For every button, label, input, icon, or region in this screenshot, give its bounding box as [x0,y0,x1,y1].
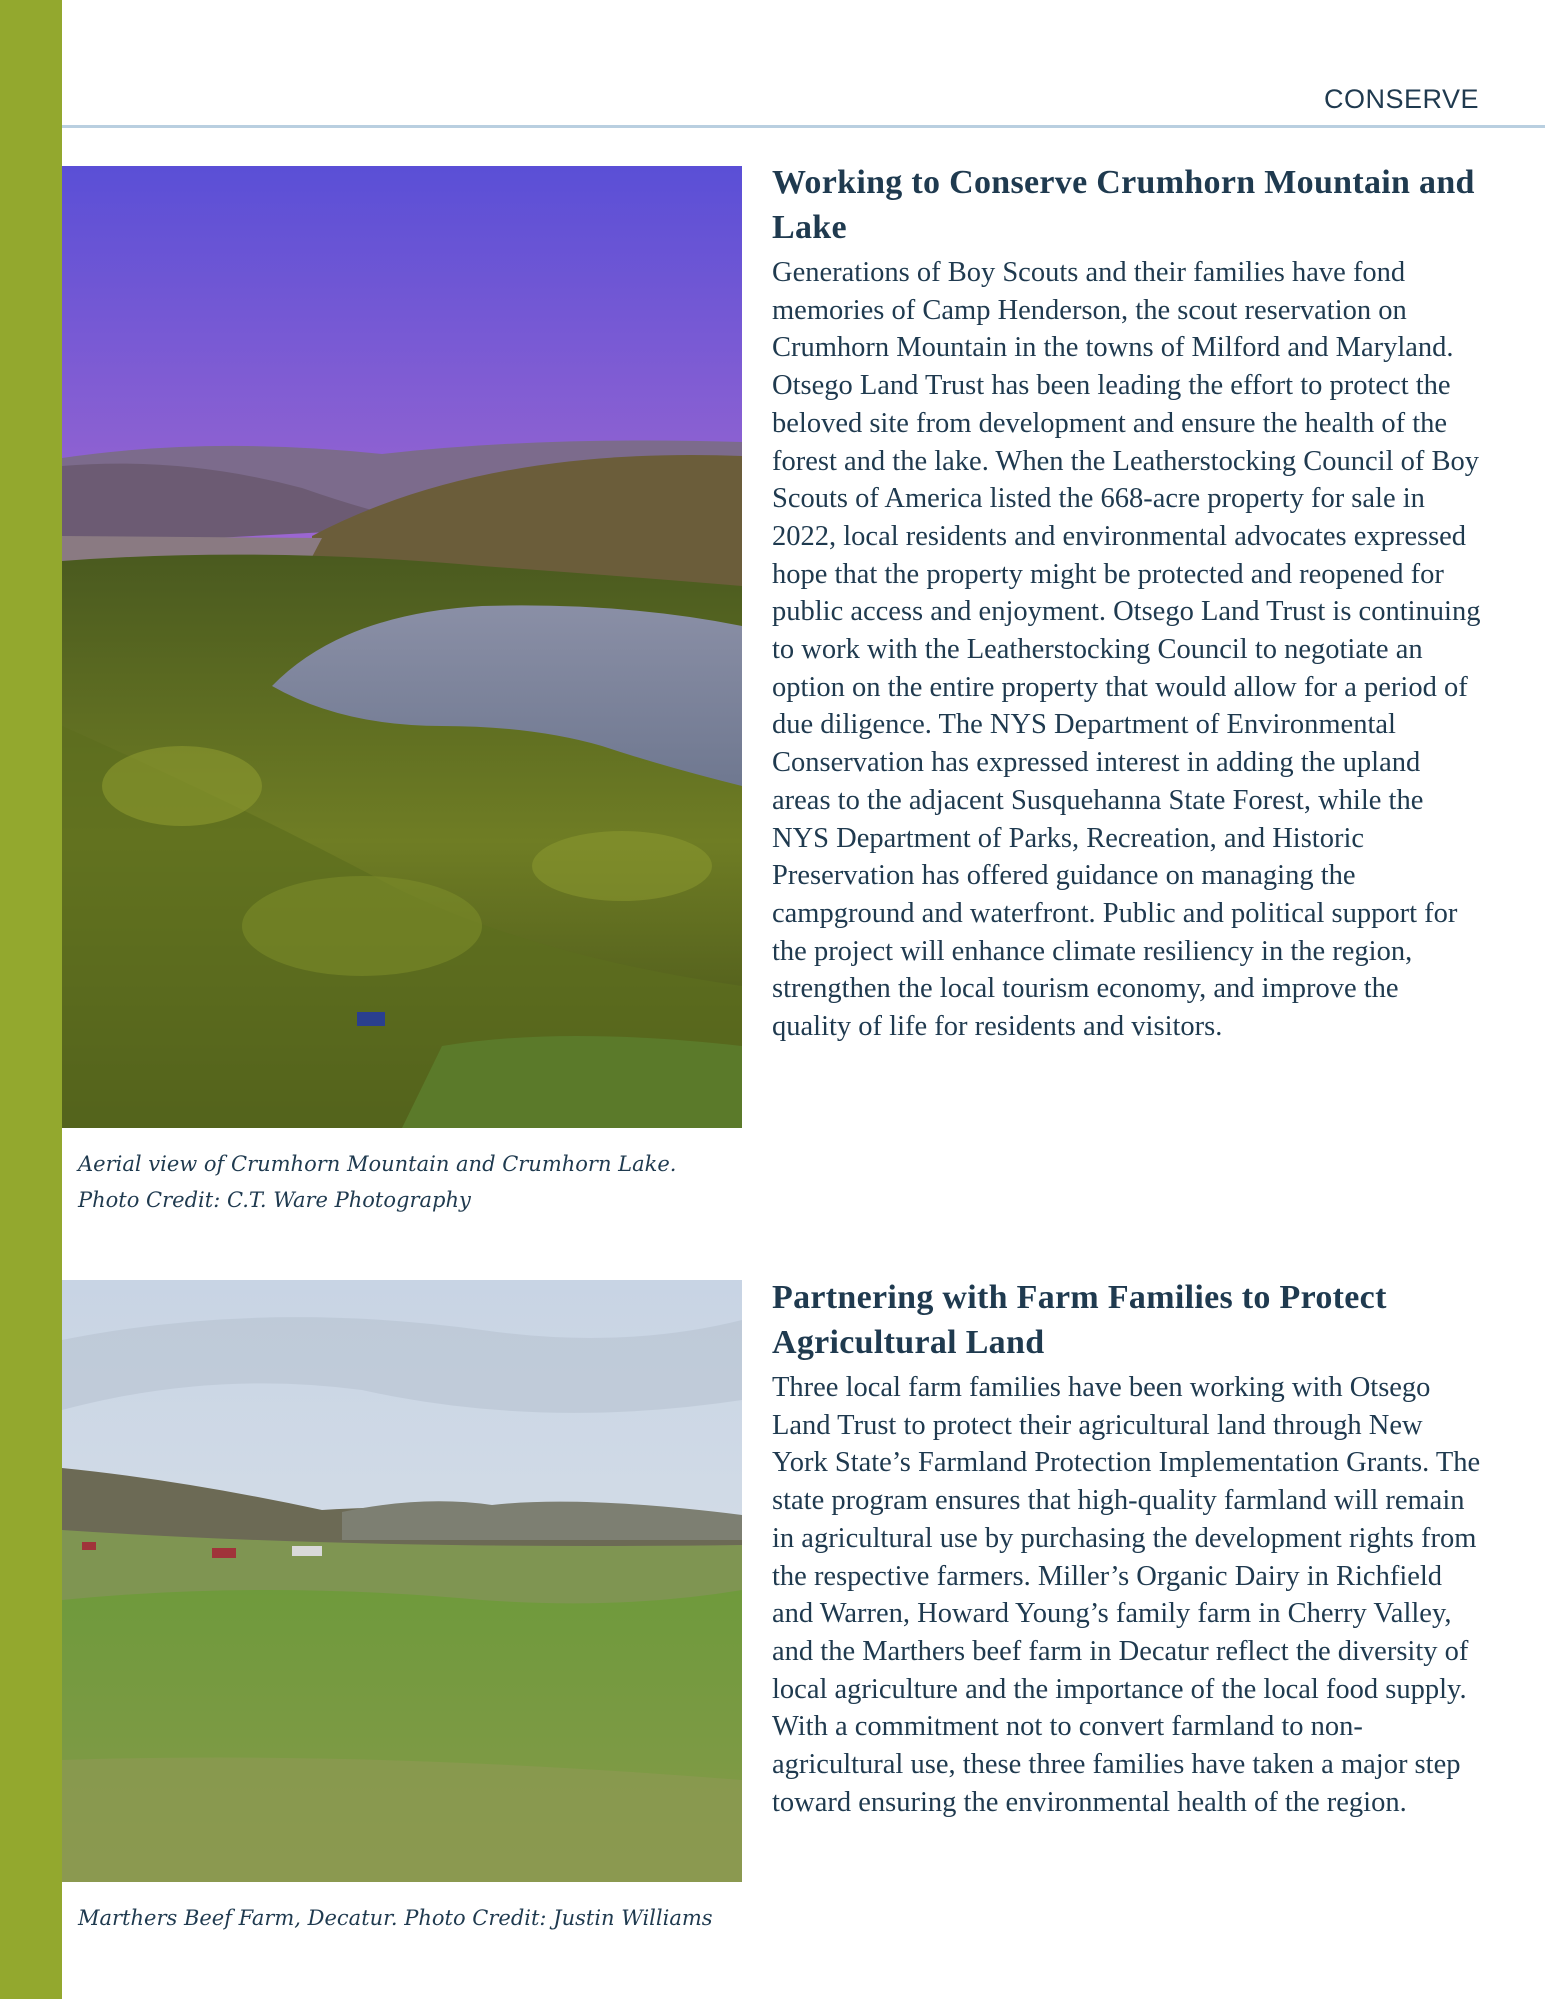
article-title: Partnering with Farm Families to Protect Agricultural Land [772,1279,1387,1361]
photo-caption-1 [78,1146,738,1218]
article-title: Working to Conserve Crumhorn Mountain and Lake [772,164,1475,246]
caption-line-2: Photo Credit: C.T. Ware Photography [78,1188,471,1212]
crumhorn-lake-photo [62,166,742,1128]
photo-caption-2: Marthers Beef Farm, Decatur. Photo Credit: Justin Williams [78,1906,713,1930]
marthers-farm-photo [62,1280,742,1882]
article-crumhorn [772,160,1482,1046]
section-label: CONSERVE [1323,84,1479,114]
caption-line-1: Aerial view of Crumhorn Mountain and Crumhorn Lake. [78,1152,677,1176]
header-divider [62,125,1545,128]
article-body: Three local farm families have been working with Otsego Land Trust to protect their agricultural land through New York State’s Farmland Protection Implementation Grants. The state program ensures that high-quality farmland will remain in agricultural use by purchasing the development rights from the respective farmers. Miller’s Organic Dairy in Richfield and Warren, Howard Young’s family farm in Cherry Valley, and the Marthers beef farm in Decatur reflect the diversity of local agriculture and the importance of the local food supply. With a commitment not to convert farmland to non-agricultural use, these three families have taken a major step toward ensuring the environmental health of the region. [772,1372,1481,1818]
article-body: Generations of Boy Scouts and their families have fond memories of Camp Henderson, the scout reservation on Crumhorn Mountain in the towns of Milford and Maryland. Otsego Land Trust has been leading the effort to protect the beloved site from development and ensure the health of the forest and the lake. When the Leatherstocking Council of Boy Scouts of America listed the 668-acre property for sale in 2022, local residents and environmental advocates expressed hope that the property might be protected and reopened for public access and enjoyment. Otsego Land Trust is continuing to work with the Leatherstocking Council to negotiate an option on the entire property that would allow for a period of due diligence. The NYS Department of Environmental Conservation has expressed interest in adding the upland areas to the adjacent Susquehanna State Forest, while the NYS Department of Parks, Recreation, and Historic Preservation has offered guidance on managing the campground and waterfront. Public and political support for the project will enhance climate resiliency in the region, strengthen the local tourism economy, and improve the quality of life for residents and visitors. [772,257,1481,1043]
left-accent-bar [0,0,62,1999]
article-farmland [772,1275,1482,1821]
